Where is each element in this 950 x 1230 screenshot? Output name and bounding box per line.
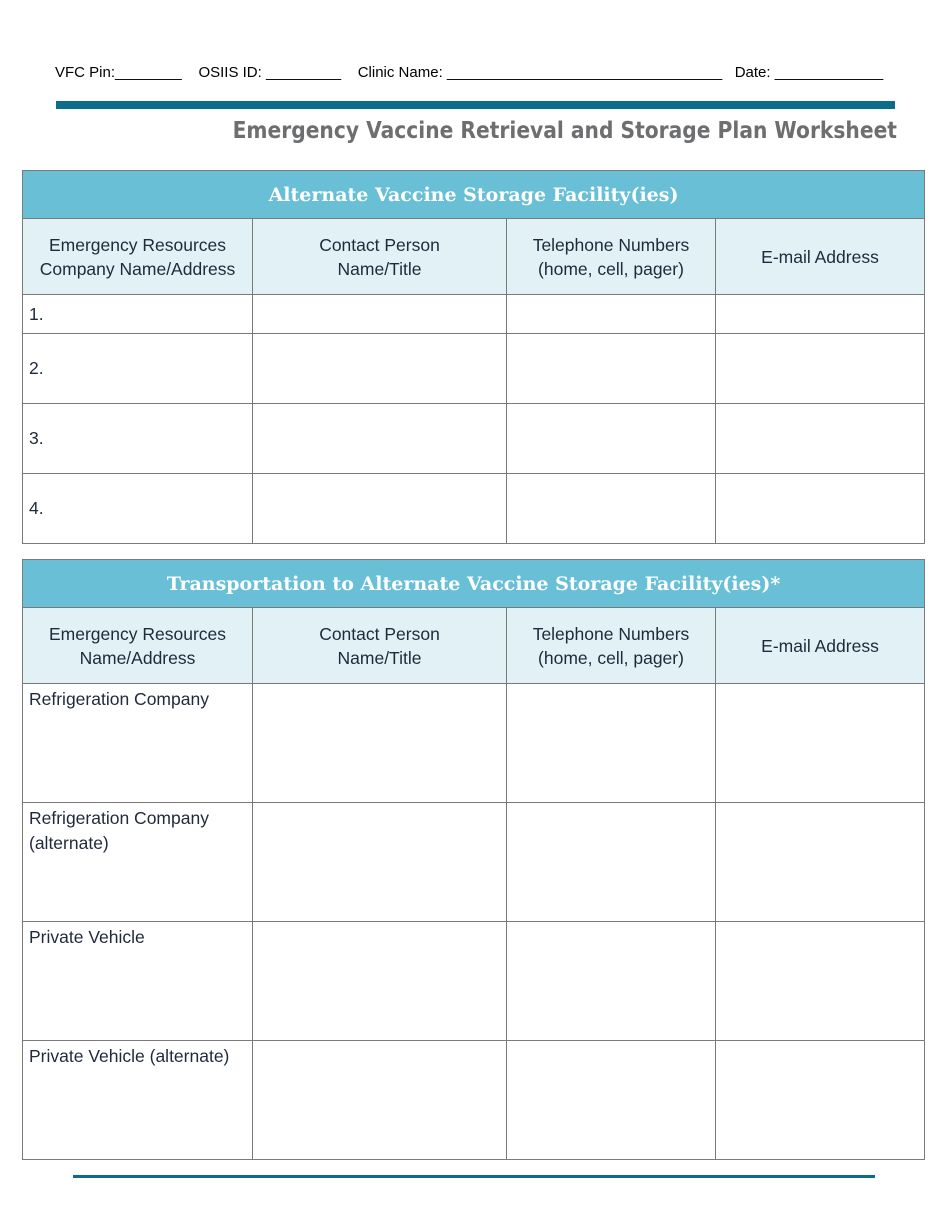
email-cell[interactable] — [716, 1041, 925, 1160]
contact-cell[interactable] — [253, 474, 507, 544]
col-header-contact-person: Contact Person Name/Title — [253, 219, 507, 295]
table-row — [23, 684, 925, 803]
top-divider — [56, 101, 895, 109]
contact-cell[interactable] — [253, 1041, 507, 1160]
email-cell[interactable] — [716, 803, 925, 922]
bottom-divider — [73, 1175, 875, 1178]
col-header-email: E-mail Address — [716, 219, 925, 295]
storage-facility-table — [22, 170, 925, 544]
telephone-cell[interactable] — [507, 922, 716, 1041]
row-label-refrigeration-company-alternate[interactable]: Refrigeration Company (alternate) — [23, 803, 253, 922]
telephone-cell[interactable] — [507, 295, 716, 334]
email-cell[interactable] — [716, 295, 925, 334]
transportation-table — [22, 559, 925, 1160]
header-fields — [55, 64, 915, 82]
table-row — [23, 295, 925, 334]
col-header-emergency-resources: Emergency Resources Name/Address — [23, 608, 253, 684]
table-row — [23, 922, 925, 1041]
row-label[interactable]: 1. — [23, 295, 253, 334]
date-field[interactable]: Date: _____________ — [734, 64, 884, 81]
telephone-cell[interactable] — [507, 334, 716, 404]
email-cell[interactable] — [716, 404, 925, 474]
contact-cell[interactable] — [253, 684, 507, 803]
row-label[interactable]: 3. — [23, 404, 253, 474]
telephone-cell[interactable] — [507, 803, 716, 922]
email-cell[interactable] — [716, 684, 925, 803]
email-cell[interactable] — [716, 474, 925, 544]
row-label-private-vehicle[interactable]: Private Vehicle — [23, 922, 253, 1041]
contact-cell[interactable] — [253, 404, 507, 474]
col-header-telephone: Telephone Numbers (home, cell, pager) — [507, 608, 716, 684]
email-cell[interactable] — [716, 922, 925, 1041]
telephone-cell[interactable] — [507, 474, 716, 544]
table-row — [23, 334, 925, 404]
clinic-name-field[interactable]: Clinic Name: _________________________________ — [357, 64, 723, 81]
contact-cell[interactable] — [253, 295, 507, 334]
col-header-telephone: Telephone Numbers (home, cell, pager) — [507, 219, 716, 295]
contact-cell[interactable] — [253, 803, 507, 922]
storage-facility-table-title: Alternate Vaccine Storage Facility(ies) — [23, 171, 925, 219]
transportation-table-title: Transportation to Alternate Vaccine Storage Facility(ies)* — [23, 560, 925, 608]
contact-cell[interactable] — [253, 922, 507, 1041]
contact-cell[interactable] — [253, 334, 507, 404]
table-row — [23, 803, 925, 922]
row-label[interactable]: 2. — [23, 334, 253, 404]
table-row — [23, 474, 925, 544]
email-cell[interactable] — [716, 334, 925, 404]
vfc-pin-field[interactable]: VFC Pin:________ — [55, 64, 182, 81]
row-label-private-vehicle-alternate[interactable]: Private Vehicle (alternate) — [23, 1041, 253, 1160]
table-row — [23, 404, 925, 474]
row-label-refrigeration-company[interactable]: Refrigeration Company — [23, 684, 253, 803]
col-header-contact-person: Contact Person Name/Title — [253, 608, 507, 684]
col-header-emergency-resources: Emergency Resources Company Name/Address — [23, 219, 253, 295]
page-title: Emergency Vaccine Retrieval and Storage Plan Worksheet — [232, 118, 897, 144]
osiis-id-field[interactable]: OSIIS ID: _________ — [198, 64, 342, 81]
col-header-email: E-mail Address — [716, 608, 925, 684]
row-label[interactable]: 4. — [23, 474, 253, 544]
telephone-cell[interactable] — [507, 684, 716, 803]
telephone-cell[interactable] — [507, 1041, 716, 1160]
table-row — [23, 1041, 925, 1160]
telephone-cell[interactable] — [507, 404, 716, 474]
